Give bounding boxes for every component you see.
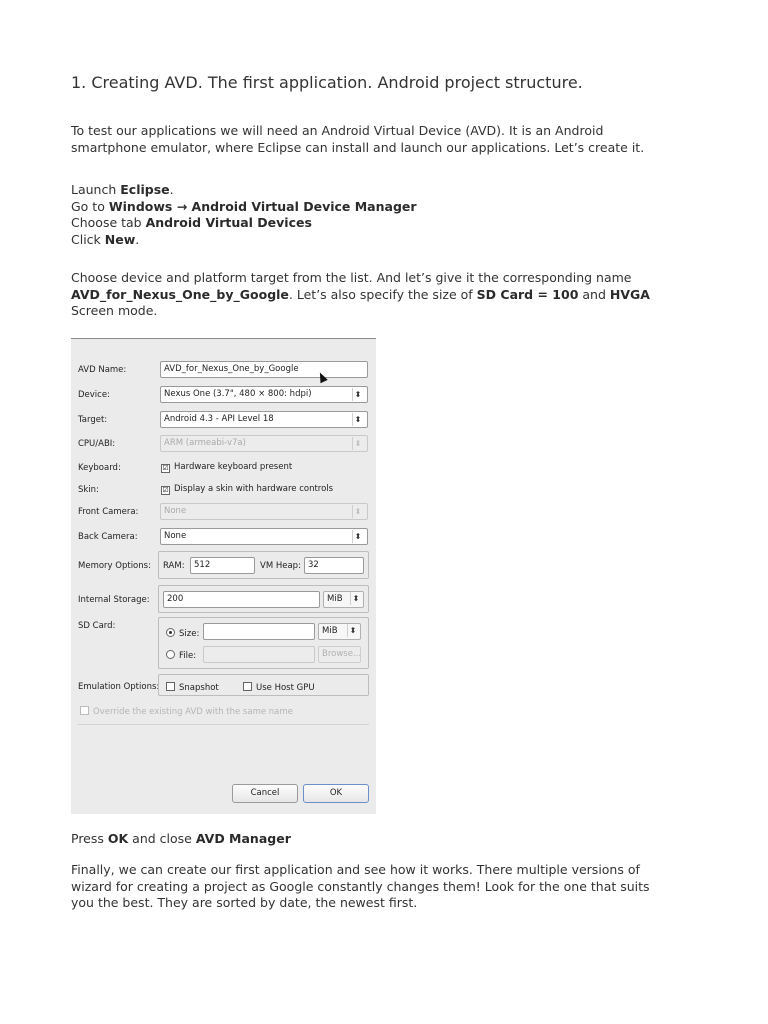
front-camera-select[interactable]: None ⬍ <box>160 503 368 520</box>
step-goto: Go to Windows → Android Virtual Device Manager <box>71 198 417 214</box>
target-label: Target: <box>78 415 108 425</box>
use-host-gpu-checkbox[interactable]: Use Host GPU <box>243 682 315 693</box>
finally-line-3: you the best. They are sorted by date, the newest first. <box>71 895 418 910</box>
step-launch: Launch Eclipse. <box>71 182 174 197</box>
back-camera-label: Back Camera: <box>78 532 138 542</box>
finally-paragraph <box>71 862 711 912</box>
keyboard-checkbox[interactable]: ☑ Hardware keyboard present <box>162 462 293 472</box>
internal-storage-unit-select[interactable]: MiB ⬍ <box>323 591 364 608</box>
internal-storage-label: Internal Storage: <box>78 595 150 605</box>
ram-label: RAM: <box>163 561 185 571</box>
choose-line-2: AVD_for_Nexus_One_by_Google. Let’s also specify the size of SD Card = 100 and HVGA <box>71 286 650 302</box>
cpu-abi-select[interactable]: ARM (armeabi-v7a) ⬍ <box>160 435 368 452</box>
internal-storage-group <box>158 585 369 613</box>
ok-button[interactable]: OK <box>303 784 369 803</box>
sd-size-radio[interactable]: Size: <box>166 628 199 639</box>
press-paragraph: Press OK and close AVD Manager <box>71 831 291 846</box>
checkbox-unchecked-icon <box>243 682 252 691</box>
device-select[interactable]: Nexus One (3.7", 480 × 800: hdpi) ⬍ <box>160 386 368 403</box>
choose-line-1: Choose device and platform target from the list. And let’s give it the corresponding name <box>71 270 632 285</box>
keyboard-label: Keyboard: <box>78 463 121 473</box>
internal-storage-input[interactable]: 200 <box>163 591 320 608</box>
sd-file-input[interactable] <box>203 646 315 663</box>
emulation-options-label: Emulation Options: <box>78 682 160 692</box>
ram-input[interactable]: 512 <box>190 557 255 574</box>
vm-heap-label: VM Heap: <box>260 561 301 571</box>
front-camera-label: Front Camera: <box>78 507 139 517</box>
emulation-options-group <box>158 674 369 696</box>
checkbox-checked-icon: ☑ <box>162 486 169 494</box>
sd-size-unit-select[interactable]: MiB ⬍ <box>318 623 361 640</box>
memory-options-group <box>158 551 369 579</box>
avd-name-label: AVD Name: <box>78 365 127 375</box>
back-camera-select[interactable]: None ⬍ <box>160 528 368 545</box>
cpu-abi-label: CPU/ABI: <box>78 439 116 449</box>
separator <box>78 724 369 725</box>
radio-selected-icon <box>166 628 175 637</box>
finally-line-1: Finally, we can create our first application and see how it works. There multiple versions of <box>71 862 640 877</box>
target-select[interactable]: Android 4.3 - API Level 18 ⬍ <box>160 411 368 428</box>
choose-paragraph <box>71 270 711 320</box>
checkbox-unchecked-icon <box>80 706 89 715</box>
browse-button[interactable]: Browse... <box>318 646 361 663</box>
select-arrows-icon: ⬍ <box>352 437 363 450</box>
vm-heap-input[interactable]: 32 <box>304 557 364 574</box>
memory-options-label: Memory Options: <box>78 561 151 571</box>
checkbox-unchecked-icon <box>166 682 175 691</box>
skin-checkbox[interactable]: ☑ Display a skin with hardware controls <box>162 484 334 494</box>
select-arrows-icon: ⬍ <box>352 413 363 426</box>
avd-dialog <box>71 338 376 814</box>
select-arrows-icon: ⬍ <box>350 592 361 605</box>
sd-file-radio[interactable]: File: <box>166 650 196 661</box>
step-click-new: Click New. <box>71 231 140 247</box>
choose-line-3: Screen mode. <box>71 303 158 318</box>
sd-card-group <box>158 617 369 669</box>
intro-line-2: smartphone emulator, where Eclipse can install and launch our applications. Let’s create it. <box>71 139 645 155</box>
intro-line-1: To test our applications we will need an Android Virtual Device (AVD). It is an Android <box>71 123 604 138</box>
cancel-button[interactable]: Cancel <box>232 784 298 803</box>
step-choose-tab: Choose tab Android Virtual Devices <box>71 215 312 230</box>
radio-unselected-icon <box>166 650 175 659</box>
device-label: Device: <box>78 390 110 400</box>
override-checkbox[interactable]: Override the existing AVD with the same name <box>80 706 293 717</box>
finally-line-2: wizard for creating a project as Google constantly changes them! Look for the one that suits <box>71 878 650 894</box>
snapshot-checkbox[interactable]: Snapshot <box>166 682 219 693</box>
select-arrows-icon: ⬍ <box>347 624 358 637</box>
avd-name-input[interactable]: AVD_for_Nexus_One_by_Google <box>160 361 368 378</box>
skin-label: Skin: <box>78 485 99 495</box>
page-title: 1. Creating AVD. The first application. Android project structure. <box>71 73 583 92</box>
intro-paragraph <box>71 123 711 156</box>
select-arrows-icon: ⬍ <box>352 530 363 543</box>
steps-list <box>71 182 711 248</box>
sd-size-input[interactable] <box>203 623 315 640</box>
sd-card-label: SD Card: <box>78 621 116 631</box>
select-arrows-icon: ⬍ <box>352 388 363 401</box>
select-arrows-icon: ⬍ <box>352 505 363 518</box>
checkbox-checked-icon: ☑ <box>162 464 169 472</box>
